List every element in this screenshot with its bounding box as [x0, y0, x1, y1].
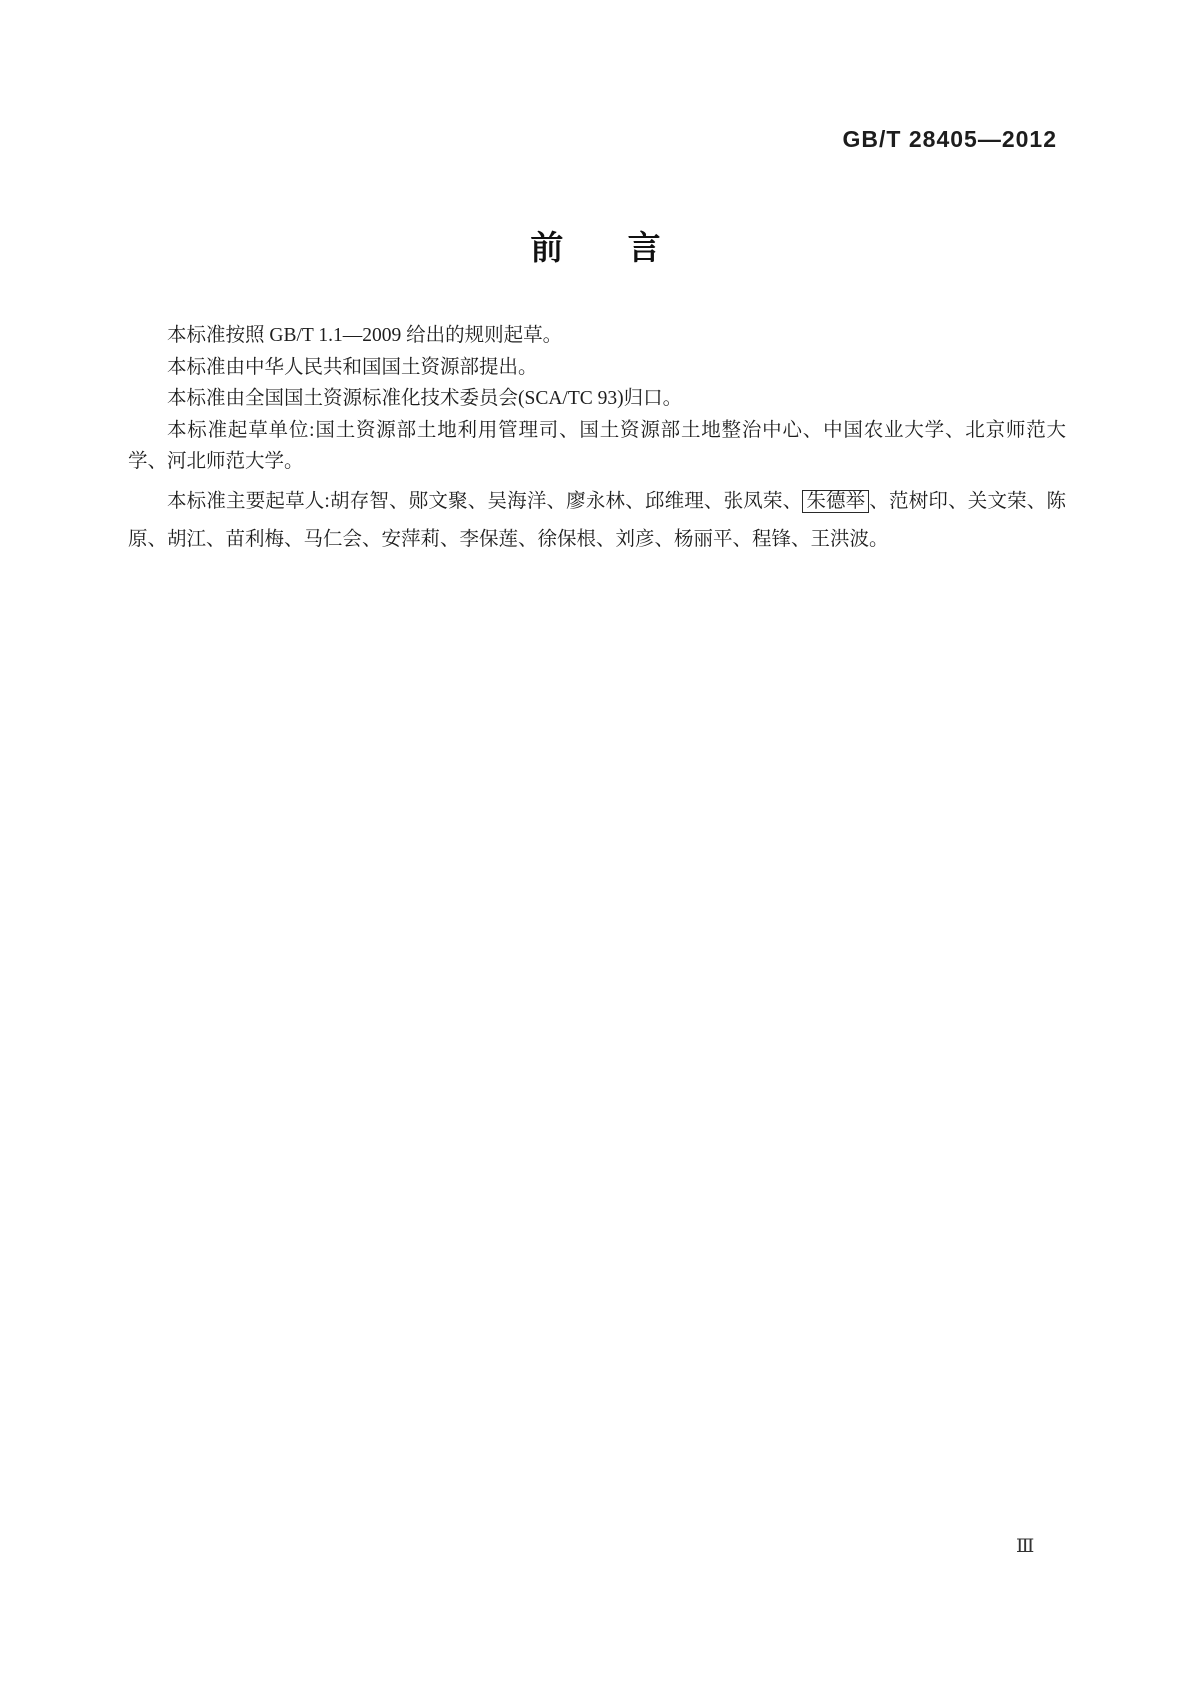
paragraph-main-drafters — [128, 483, 1066, 559]
drafters-prefix: 本标准主要起草人:胡存智、郧文聚、吴海洋、廖永林、邱维理、张凤荣、 — [167, 490, 803, 512]
standard-code: GB/T 28405—2012 — [842, 126, 1057, 152]
page-number: Ⅲ — [1016, 1536, 1035, 1557]
paragraph-drafting-rules: 本标准按照 GB/T 1.1—2009 给出的规则起草。 — [167, 325, 563, 346]
drafters-suffix: 、范树印、关文荣、陈原、胡江、苗利梅、马仁会、安萍莉、李保莲、徐保根、刘彦、杨丽平、程锋、王洪波。 — [128, 490, 1066, 550]
foreword-body — [128, 320, 1066, 559]
paragraph-proposed-by: 本标准由中华人民共和国国土资源部提出。 — [167, 356, 538, 378]
foreword-title: 前 言 — [530, 229, 661, 266]
deceased-drafter-name-box: 朱德举 — [802, 490, 869, 513]
paragraph-centralized-by: 本标准由全国国土资源标准化技术委员会(SCA/TC 93)归口。 — [167, 388, 683, 409]
paragraph-drafting-organizations: 本标准起草单位:国土资源部土地利用管理司、国土资源部土地整治中心、中国农业大学、北京师范大学、河北师范大学。 — [128, 419, 1066, 472]
